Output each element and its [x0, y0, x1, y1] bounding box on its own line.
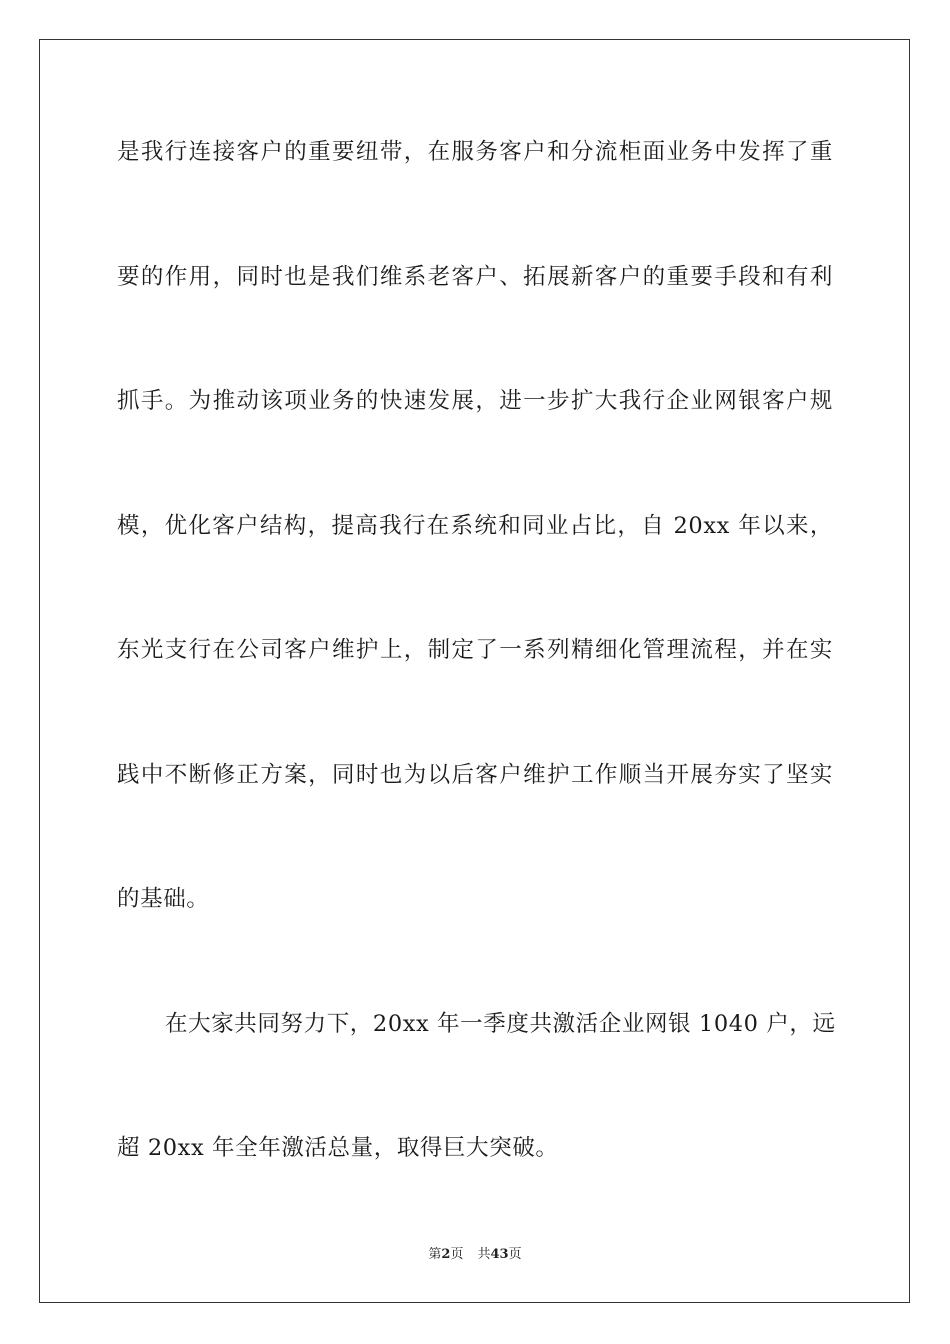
total-suffix: 页	[508, 1247, 522, 1262]
text-line: 的基础。	[117, 886, 210, 912]
total-pages: 43	[490, 1247, 509, 1262]
page-suffix: 页	[450, 1247, 464, 1262]
text-line: 在大家共同努力下，20xx 年一季度共激活企业网银 1040 户，远	[165, 1011, 836, 1037]
text-line: 要的作用，同时也是我们维系老客户、拓展新客户的重要手段和有利	[117, 264, 833, 290]
text-line: 东光支行在公司客户维护上，制定了一系列精细化管理流程，并在实	[117, 637, 833, 663]
total-prefix: 共	[477, 1247, 491, 1262]
page-prefix: 第	[428, 1247, 442, 1262]
page-border	[39, 39, 910, 1303]
text-line: 超 20xx 年全年激活总量，取得巨大突破。	[117, 1135, 559, 1161]
text-line: 抓手。为推动该项业务的快速发展，进一步扩大我行企业网银客户规	[117, 388, 833, 414]
text-line: 模，优化客户结构，提高我行在系统和同业占比，自 20xx 年以来，	[117, 513, 833, 539]
page-footer	[0, 1247, 950, 1263]
page-number: 2	[441, 1247, 451, 1262]
text-line: 是我行连接客户的重要纽带，在服务客户和分流柜面业务中发挥了重	[117, 139, 833, 165]
text-line: 践中不断修正方案，同时也为以后客户维护工作顺当开展夯实了坚实	[117, 762, 833, 788]
